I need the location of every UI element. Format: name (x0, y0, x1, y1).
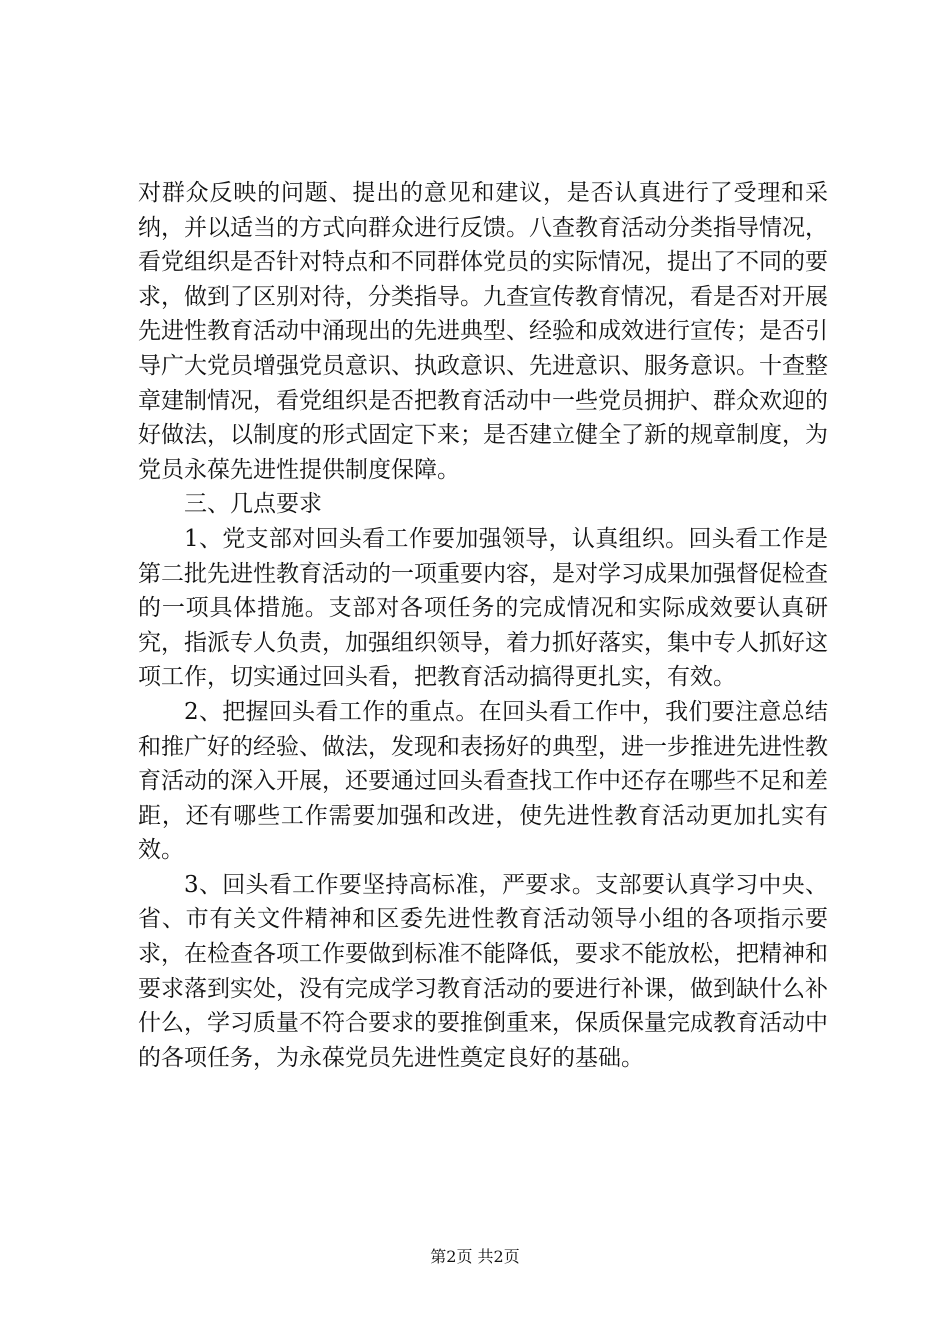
section-heading: 三、几点要求 (184, 491, 322, 518)
paragraph-continuation: 对群众反映的问题、提出的意见和建议，是否认真进行了受理和采纳，并以适当的方式向群众进行反馈。八查教育活动分类指导情况，看党组织是否针对特点和不同群体党员的实际情况，提出了不同的要求，做到了区别对待，分类指导。九查宣传教育情况，看是否对开展先进性教育活动中涌现出的先进典型、经验和成效进行宣传；是否引导广大党员增强党员意识、执政意识、先进意识、服务意识。十查整章建制情况，看党组织是否把教育活动中一些党员拥护、群众欢迎的好做法，以制度的形式固定下来；是否建立健全了新的规章制度，为党员永葆先进性提供制度保障。 (138, 180, 828, 483)
paragraph-requirement-3: 3、回头看工作要坚持高标准，严要求。支部要认真学习中央、省、市有关文件精神和区委先进性教育活动领导小组的各项指示要求，在检查各项工作要做到标准不能降低，要求不能放松，把精神和要求落到实处，没有完成学习教育活动的要进行补课，做到缺什么补什么，学习质量不符合要求的要推倒重来，保质保量完成教育活动中的各项任务，为永葆党员先进性奠定良好的基础。 (138, 871, 828, 1071)
document-body (138, 176, 828, 1075)
paragraph-requirement-1: 1、党支部对回头看工作要加强领导，认真组织。回头看工作是第二批先进性教育活动的一项重要内容，是对学习成果加强督促检查的一项具体措施。支部对各项任务的完成情况和实际成效要认真研究，指派专人负责，加强组织领导，着力抓好落实，集中专人抓好这项工作，切实通过回头看，把教育活动搞得更扎实，有效。 (138, 525, 828, 691)
paragraph-requirement-2: 2、把握回头看工作的重点。在回头看工作中，我们要注意总结和推广好的经验、做法，发现和表扬好的典型，进一步推进先进性教育活动的深入开展，还要通过回头看查找工作中还存在哪些不足和差距，还有哪些工作需要加强和改进，使先进性教育活动更加扎实有效。 (138, 698, 828, 864)
page-footer: 第2页 共2页 (430, 1247, 520, 1266)
